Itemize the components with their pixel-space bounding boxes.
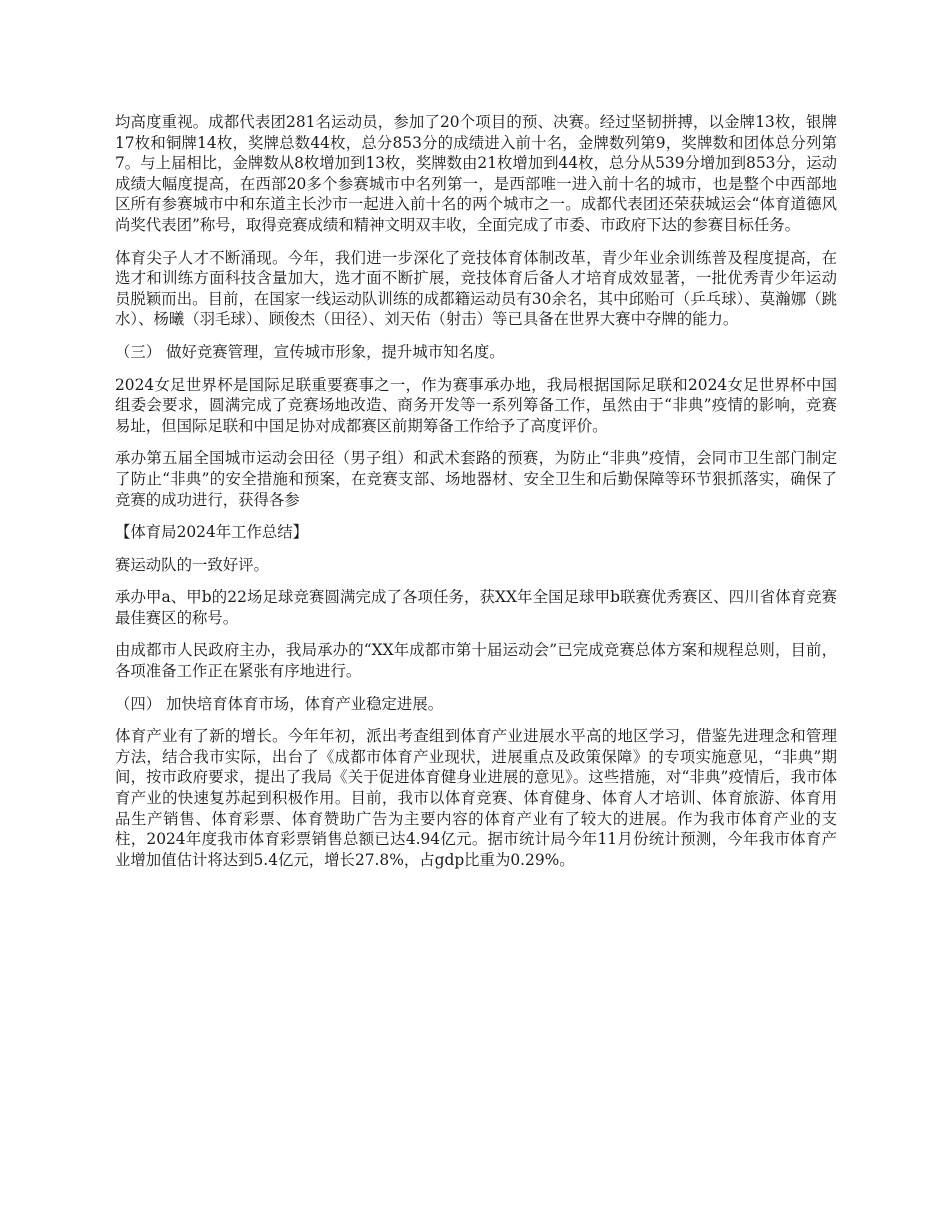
section-heading-competition-management: （三） 做好竞赛管理，宣传城市形象，提升城市知名度。	[115, 342, 505, 361]
paragraph-tenth-city-games: 由成都市人民政府主办，我局承办的“XX年成都市第十届运动会”已完成竞赛总体方案和规程总则，目前，各项准备工作正在紧张有序地进行。	[115, 641, 837, 681]
paragraph-sports-industry: 体育产业有了新的增长。今年年初，派出考查组到体育产业进展水平高的地区学习，借鉴先进理念和管理方法，结合我市实际，出台了《成都市体育产业现状，进展重点及政策保障》的专项实施意见，“非典”期间，按市政府要求，提出了我局《关于促进体育健身业进展的意见》。这些措施，对“非典”疫情后，我市体育产业的快速复苏起到积极作用。目前，我市以体育竞赛、体育健身、体育人才培训、体育旅游、体育用品生产销售、体育彩票、体育赞助广告为主要内容的体育产业有了较大的进展。作为我市体育产业的支柱，2024年度我市体育彩票销售总额已达4.94亿元。据市统计局今年11月份统计预测，今年我市体育产业增加值估计将达到5.4亿元，增长27.8%，占gdp比重为0.29%。	[115, 727, 837, 869]
paragraph-city-games-results: 均高度重视。成都代表团281名运动员，参加了20个项目的预、决赛。经过坚韧拼搏，以金牌13枚，银牌17枚和铜牌14枚，奖牌总数44枚，总分853分的成绩进入前十名，金牌数列第9，奖牌数和团体总分列第7。与上届相比，金牌数从8枚增加到13枚，奖牌数由21枚增加到44枚，总分从539分增加到853分，运动成绩大幅度提高，在西部20多个参赛城市中名列第一，是西部唯一进入前十名的城市，也是整个中西部地区所有参赛城市中和东道主长沙市一起进入前十名的两个城市之一。成都代表团还荣获城运会“体育道德风尚奖代表团”称号，取得竞赛成绩和精神文明双丰收，全面完成了市委、市政府下达的参赛目标任务。	[115, 113, 837, 234]
paragraph-fifth-city-games: 承办第五届全国城市运动会田径（男子组）和武术套路的预赛，为防止“非典”疫情，会同市卫生部门制定了防止“非典”的安全措施和预案，在竞赛支部、场地器材、安全卫生和后勤保障等环节狠抓落实，确保了竞赛的成功进行，获得各参	[115, 449, 837, 509]
paragraph-continuation: 赛运动队的一致好评。	[115, 555, 269, 574]
section-heading-sports-market: （四） 加快培育体育市场，体育产业稳定进展。	[115, 694, 444, 713]
document-title-bracketed: 【体育局2024年工作总结】	[115, 523, 309, 542]
document-body	[115, 112, 837, 882]
paragraph-football-league: 承办甲a、甲b的22场足球竞赛圆满完成了各项任务，获XX年全国足球甲b联赛优秀赛区、四川省体育竞赛最佳赛区的称号。	[115, 588, 837, 627]
paragraph-talent-emergence: 体育尖子人才不断涌现。今年，我们进一步深化了竞技体育体制改革，青少年业余训练普及程度提高，在选才和训练方面科技含量加大，选才面不断扩展，竞技体育后备人才培育成效显著，一批优秀青少年运动员脱颖而出。目前，在国家一线运动队训练的成都籍运动员有30余名，其中邱贻可（乒乓球）、莫瀚娜（跳水）、杨曦（羽毛球）、顾俊杰（田径）、刘天佑（射击）等已具备在世界大赛中夺牌的能力。	[115, 248, 837, 329]
paragraph-womens-world-cup: 2024女足世界杯是国际足联重要赛事之一，作为赛事承办地，我局根据国际足联和2024女足世界杯中国组委会要求，圆满完成了竞赛场地改造、商务开发等一系列筹备工作，虽然由于“非典”疫情的影响，竞赛易址，但国际足联和中国足协对成都赛区前期筹备工作给予了高度评价。	[115, 375, 837, 435]
